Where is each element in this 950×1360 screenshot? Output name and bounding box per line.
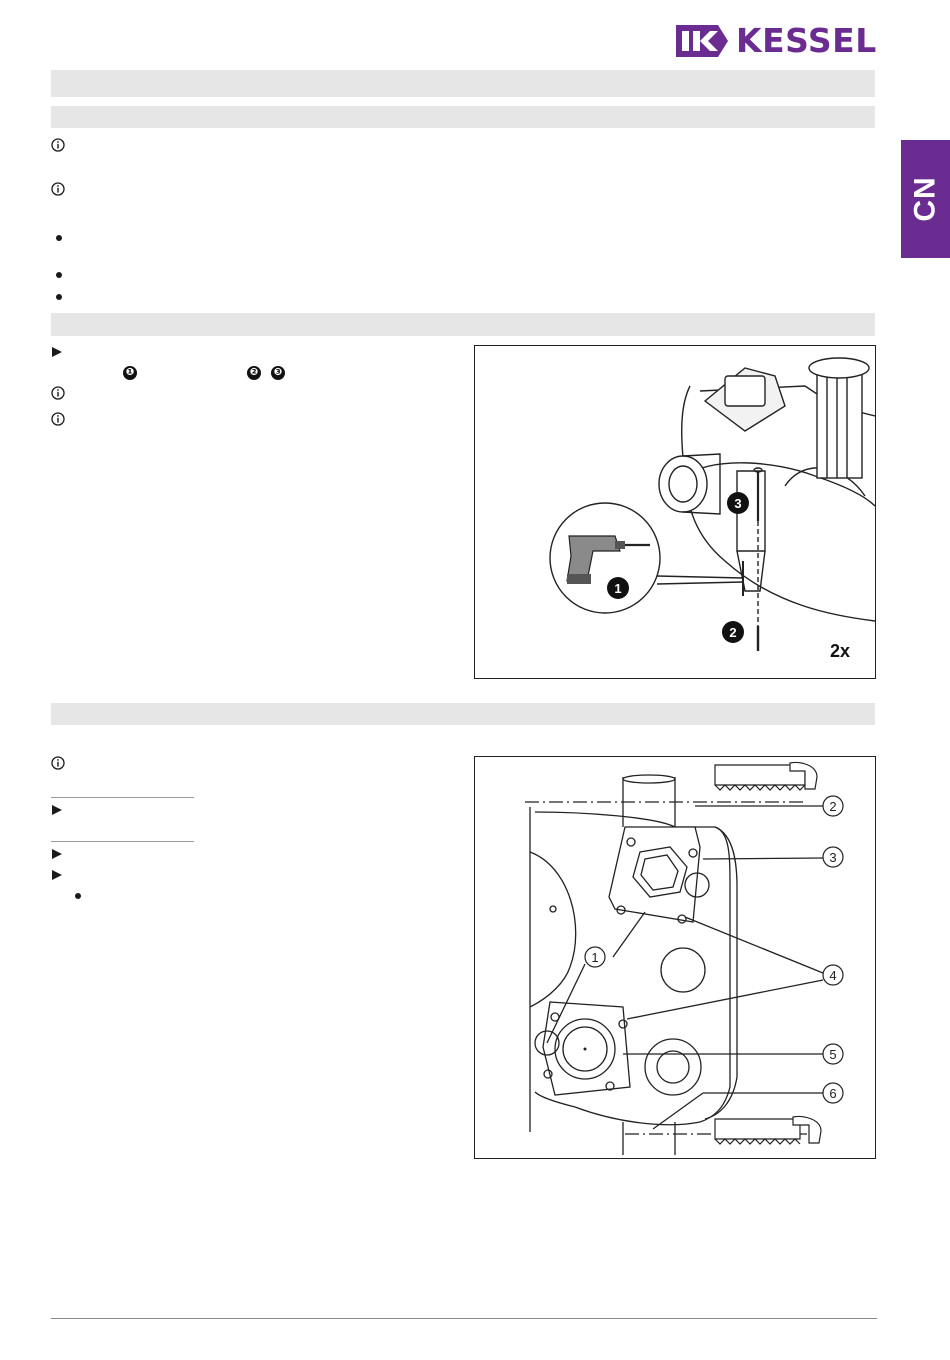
separator-line [51, 797, 194, 798]
drilling-drawing [475, 346, 875, 678]
bullet-dot [56, 272, 62, 278]
triangle-arrow-icon [52, 870, 62, 880]
separator-line [51, 841, 194, 842]
figure2-callout-4: 4 [829, 968, 837, 983]
triangle-arrow-icon [52, 849, 62, 859]
figure2-callout-2: 2 [829, 799, 837, 814]
triangle-arrow-icon [52, 347, 62, 357]
figure1-callout-2: 2 [729, 625, 737, 640]
figure2-callout-1: 1 [591, 950, 599, 965]
info-icon [51, 182, 65, 196]
figure1-callout-3: 3 [734, 496, 742, 511]
figure2-callout-6: 6 [829, 1086, 837, 1101]
info-icon [51, 756, 65, 770]
section-heading-bar-2 [51, 313, 875, 336]
brand-name: KESSEL [736, 21, 877, 60]
figure2-callout-5: 5 [829, 1047, 837, 1062]
kessel-logo-mark [672, 23, 730, 59]
info-icon [51, 386, 65, 400]
section-heading-bar-3 [51, 703, 875, 725]
info-icon [51, 412, 65, 426]
bullet-dot [56, 294, 62, 300]
info-icon [51, 138, 65, 152]
bullet-dot [56, 235, 62, 241]
step-marker-1: ❶ [123, 366, 137, 380]
language-tab[interactable] [901, 140, 950, 258]
chapter-heading-bar [51, 70, 875, 97]
kessel-logo [672, 22, 877, 60]
step-marker-2: ❷ [247, 366, 261, 380]
figure1-callout-1: 1 [614, 581, 622, 596]
figure-top-view-illustration [474, 756, 876, 1159]
figure-drilling-illustration [474, 345, 876, 679]
bullet-dot [75, 893, 81, 899]
figure2-callout-3: 3 [829, 850, 837, 865]
top-view-drawing [475, 757, 875, 1158]
section-heading-bar-1 [51, 106, 875, 128]
language-tab-label: CN [908, 176, 942, 222]
triangle-arrow-icon [52, 805, 62, 815]
footer-rule [51, 1318, 877, 1319]
multiplier-label: 2x [830, 641, 851, 661]
step-marker-3: ❸ [271, 366, 285, 380]
